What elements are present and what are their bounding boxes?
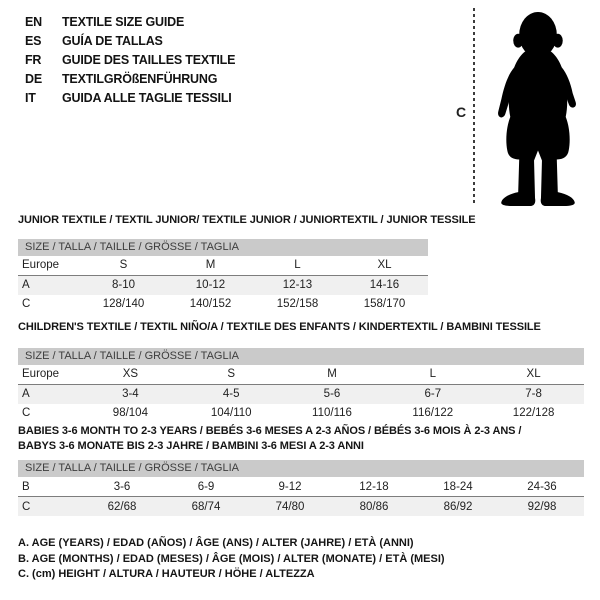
language-row xyxy=(25,89,235,108)
table-title-line: BABIES 3-6 MONTH TO 2-3 YEARS / BEBÉS 3-6 MESES A 2-3 AÑOS / BÉBÉS 3-6 MOIS À 2-3 ANS / xyxy=(18,425,522,437)
row-label: Europe xyxy=(22,259,60,271)
size-cell: 80/86 xyxy=(359,500,389,513)
children-size-section xyxy=(18,320,584,423)
size-cell: 158/170 xyxy=(363,298,406,310)
children-size-table xyxy=(18,348,584,423)
size-cell: 110/116 xyxy=(312,407,352,419)
table-row xyxy=(18,497,584,516)
table-title xyxy=(18,424,584,453)
height-measure-label: C xyxy=(456,104,467,120)
size-cell: XL xyxy=(377,259,392,271)
height-measure-line xyxy=(473,8,475,206)
size-cell: S xyxy=(119,259,128,271)
size-cell: XL xyxy=(526,368,541,380)
size-cell: XS xyxy=(122,368,139,380)
size-cell: 6-7 xyxy=(424,388,442,400)
table-title xyxy=(18,320,584,335)
size-cell: 116/122 xyxy=(412,407,454,419)
row-label: A xyxy=(22,388,30,400)
size-header-row: SIZE / TALLA / TAILLE / GRÖSSE / TAGLIA xyxy=(18,239,428,256)
size-cell: 86/92 xyxy=(443,500,473,513)
size-cell: M xyxy=(327,368,337,380)
size-cell: M xyxy=(205,259,216,271)
language-label: GUIDA ALLE TAGLIE TESSILI xyxy=(62,91,232,105)
size-cell: 3-6 xyxy=(113,480,131,493)
row-label: C xyxy=(22,407,31,419)
babies-size-table xyxy=(18,460,584,516)
table-row xyxy=(18,385,584,404)
size-cell: S xyxy=(227,368,236,380)
legend-line: C. (cm) HEIGHT / ALTURA / HAUTEUR / HÖHE / ALTEZZA xyxy=(18,568,315,580)
language-label: TEXTILGRÖßENFÜHRUNG xyxy=(62,72,218,86)
table-row xyxy=(18,256,428,276)
legend-line: A. AGE (YEARS) / EDAD (AÑOS) / ÂGE (ANS) / ALTER (JAHRE) / ETÀ (ANNI) xyxy=(18,537,414,549)
size-cell: 152/158 xyxy=(276,298,319,310)
table-row xyxy=(18,404,584,423)
size-cell: 74/80 xyxy=(275,500,305,513)
size-cell: 140/152 xyxy=(189,298,232,310)
size-cell: 104/110 xyxy=(210,407,252,419)
row-label: B xyxy=(22,480,30,493)
size-header-row: SIZE / TALLA / TAILLE / GRÖSSE / TAGLIA xyxy=(18,348,584,365)
row-label: C xyxy=(22,500,31,513)
table-row xyxy=(18,477,584,497)
language-row xyxy=(25,32,235,51)
size-cell: 18-24 xyxy=(443,480,473,493)
size-cell: 5-6 xyxy=(323,388,341,400)
size-cell: 24-36 xyxy=(527,480,557,493)
junior-size-table xyxy=(18,239,428,314)
size-cell: 92/98 xyxy=(527,500,557,513)
language-code: DE xyxy=(25,72,42,86)
size-cell: L xyxy=(429,368,436,380)
table-title-line: CHILDREN'S TEXTILE / TEXTIL NIÑO/A / TEXTILE DES ENFANTS / KINDERTEXTIL / BAMBINI TESSILE xyxy=(18,321,541,333)
size-cell: 128/140 xyxy=(102,298,145,310)
table-row xyxy=(18,365,584,385)
language-list xyxy=(25,13,235,108)
table-row xyxy=(18,295,428,314)
size-cell: 12-18 xyxy=(359,480,389,493)
size-cell: 9-12 xyxy=(278,480,302,493)
language-row xyxy=(25,70,235,89)
size-cell: 62/68 xyxy=(107,500,137,513)
language-row xyxy=(25,13,235,32)
baby-silhouette-icon xyxy=(486,8,590,206)
language-code: EN xyxy=(25,15,42,29)
table-title xyxy=(18,213,476,228)
table-row xyxy=(18,276,428,295)
size-header-row: SIZE / TALLA / TAILLE / GRÖSSE / TAGLIA xyxy=(18,460,584,477)
language-code: ES xyxy=(25,34,42,48)
size-cell: 8-10 xyxy=(111,279,136,291)
table-title-line: JUNIOR TEXTILE / TEXTIL JUNIOR/ TEXTILE JUNIOR / JUNIORTEXTIL / JUNIOR TESSILE xyxy=(18,214,476,226)
language-label: GUIDE DES TAILLES TEXTILE xyxy=(62,53,236,67)
size-cell: L xyxy=(294,259,301,271)
size-cell: 122/128 xyxy=(512,407,555,419)
language-row xyxy=(25,51,235,70)
size-cell: 98/104 xyxy=(112,407,148,419)
size-cell: 4-5 xyxy=(222,388,240,400)
size-cell: 6-9 xyxy=(197,480,215,493)
size-cell: 3-4 xyxy=(122,388,139,400)
size-cell: 10-12 xyxy=(195,279,226,291)
language-label: GUÍA DE TALLAS xyxy=(62,34,163,48)
measure-legend xyxy=(18,536,445,583)
measurement-figure xyxy=(448,5,594,209)
legend-line: B. AGE (MONTHS) / EDAD (MESES) / ÂGE (MOIS) / ALTER (MONATE) / ETÀ (MESI) xyxy=(18,552,445,565)
language-code: FR xyxy=(25,53,42,67)
row-label: A xyxy=(22,279,30,291)
junior-size-section xyxy=(18,213,476,314)
babies-size-section xyxy=(18,424,584,516)
size-cell: 12-13 xyxy=(282,279,313,291)
size-cell: 68/74 xyxy=(191,500,221,513)
language-code: IT xyxy=(25,91,36,105)
size-cell: 7-8 xyxy=(525,388,542,400)
row-label: Europe xyxy=(22,368,60,380)
table-title-line: BABYS 3-6 MONATE BIS 2-3 JAHRE / BAMBINI 3-6 MESI A 2-3 ANNI xyxy=(18,439,364,452)
language-label: TEXTILE SIZE GUIDE xyxy=(62,15,185,29)
size-cell: 14-16 xyxy=(369,279,400,291)
row-label: C xyxy=(22,298,31,310)
